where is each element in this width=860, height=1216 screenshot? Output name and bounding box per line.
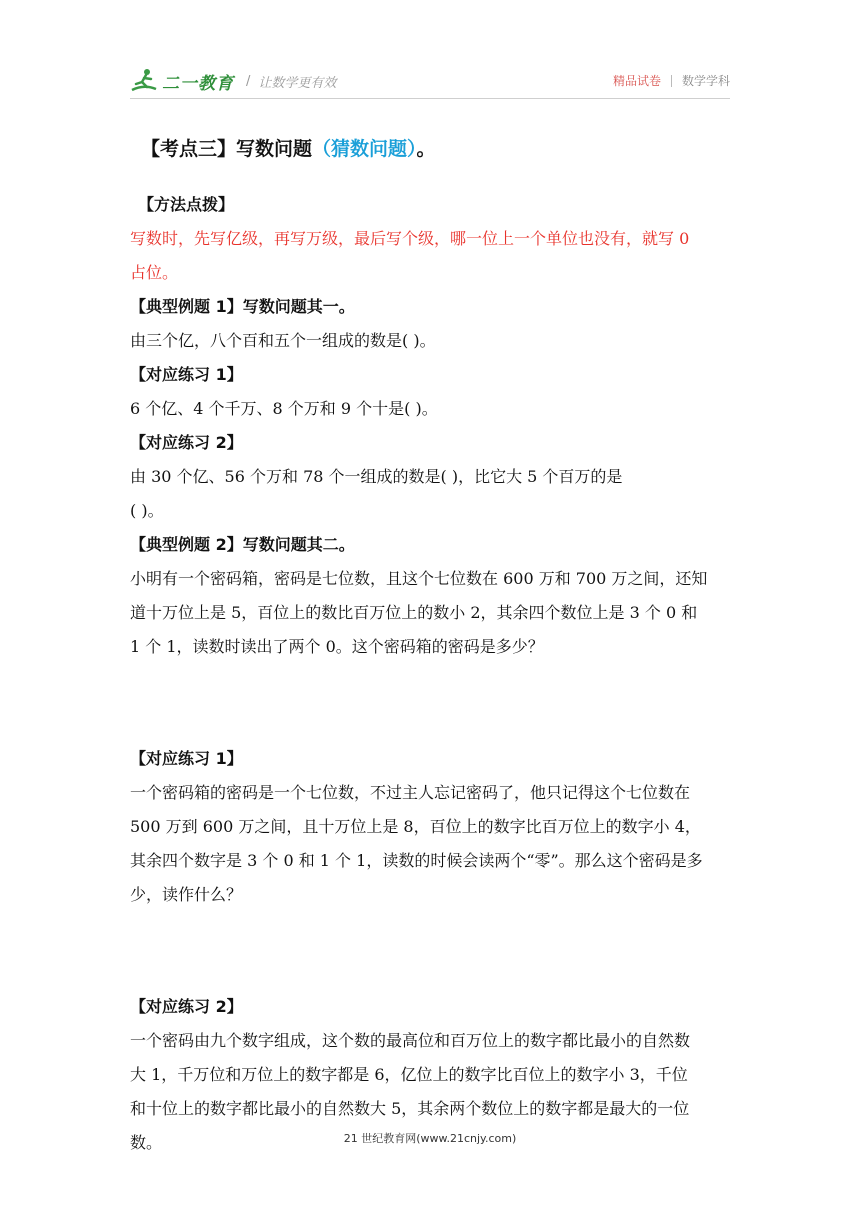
practice-2b-line: 和十位上的数字都比最小的自然数大 5，其余两个数位上的数字都是最大的一位 (130, 1099, 690, 1118)
method-heading: 【方法点拨】 (138, 195, 235, 214)
section-title (130, 129, 735, 169)
runner-logo-icon (130, 68, 158, 94)
answer-space (130, 664, 735, 742)
practice-1b-heading: 【对应练习 2】 (130, 433, 243, 452)
logo-text: 二一教育 (162, 73, 234, 94)
practice-2a-line: 其余四个数字是 3 个 0 和 1 个 1，读数的时候会读两个“零”。那么这个密码是多 (130, 851, 703, 870)
tag-divider (671, 75, 672, 87)
page-footer: 21 世纪教育网(www.21cnjy.com) (343, 1132, 517, 1145)
example-1-heading: 【典型例题 1】写数问题其一。 (130, 297, 355, 316)
practice-2a-line: 500 万到 600 万之间，且十万位上是 8，百位上的数字比百万位上的数字小 4， (130, 817, 701, 836)
practice-2b-heading: 【对应练习 2】 (130, 997, 243, 1016)
practice-1a-heading: 【对应练习 1】 (130, 365, 243, 384)
practice-2b-line: 数。 (130, 1133, 163, 1152)
practice-2b-line: 一个密码由九个数字组成，这个数的最高位和百万位上的数字都比最小的自然数 (130, 1031, 691, 1050)
practice-2a-heading: 【对应练习 1】 (130, 749, 243, 768)
practice-2b-line: 大 1，千万位和万位上的数字都是 6，亿位上的数字比百位上的数字小 3，千位 (130, 1065, 688, 1084)
section-title-suffix: 。 (416, 138, 436, 160)
practice-1b-question-line-1: 由 30 个亿、56 个万和 78 个一组成的数是( )，比它大 5 个百万的是 (130, 467, 623, 486)
section-title-prefix: 【考点三】写数问题 (141, 138, 313, 160)
header-divider (130, 98, 730, 99)
slogan: 让数学更有效 (258, 75, 337, 91)
practice-1a-question: 6 个亿、4 个千万、8 个万和 9 个十是( )。 (130, 399, 438, 418)
method-line-2: 占位。 (130, 263, 179, 282)
page-header (130, 62, 730, 98)
example-2-line: 道十万位上是 5，百位上的数比百万位上的数小 2，其余四个数位上是 3 个 0 和 (130, 603, 698, 622)
example-1-question: 由三个亿，八个百和五个一组成的数是( )。 (130, 331, 436, 350)
tag-subject: 数学学科 (681, 74, 730, 88)
section-title-highlight: （猜数问题） (312, 138, 417, 160)
example-2-heading: 【典型例题 2】写数问题其二。 (130, 535, 355, 554)
logo (130, 66, 336, 96)
example-2-line: 小明有一个密码箱，密码是七位数，且这个七位数在 600 万和 700 万之间，还知 (130, 569, 708, 588)
document-body (130, 110, 735, 1160)
practice-2a-line: 少，读作什么？ (130, 885, 243, 904)
header-tags (613, 72, 730, 89)
answer-space (130, 912, 735, 990)
practice-1b-question-line-2: ( )。 (130, 501, 164, 520)
practice-2a-line: 一个密码箱的密码是一个七位数，不过主人忘记密码了，他只记得这个七位数在 (130, 783, 691, 802)
method-line-1: 写数时，先写亿级，再写万级，最后写个级，哪一位上一个单位也没有，就写 0 (130, 229, 690, 248)
example-2-line: 1 个 1，读数时读出了两个 0。这个密码箱的密码是多少？ (130, 637, 544, 656)
tag-quality: 精品试卷 (612, 74, 661, 88)
slogan-separator: / (246, 73, 251, 89)
